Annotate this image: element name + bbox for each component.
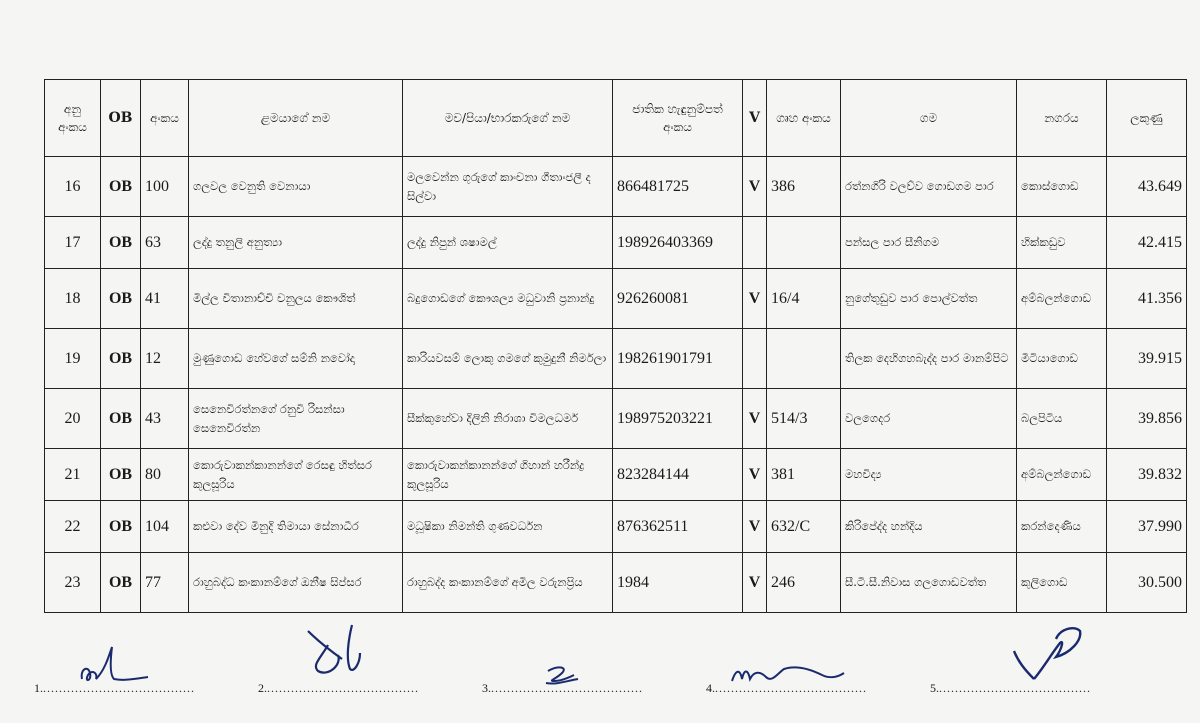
nic-cell: 823284144 (613, 449, 743, 501)
index-cell: 43 (141, 389, 189, 449)
signature-row (0, 620, 1200, 720)
col-header-village: ගම (841, 80, 1017, 157)
serial-cell: 18 (45, 269, 101, 329)
ob-cell: OB (101, 501, 141, 553)
col-header-marks: ලකුණු (1107, 80, 1187, 157)
town-cell: අම්බලන්ගොඩ (1017, 269, 1107, 329)
marks-cell: 39.915 (1107, 329, 1187, 389)
village-cell: මහවිද්‍ය (841, 449, 1017, 501)
town-cell: බලපිටිය (1017, 389, 1107, 449)
parent-name-cell: ලද්දු නිපුන් ශෂාමල් (403, 217, 613, 269)
nic-cell: 926260081 (613, 269, 743, 329)
town-cell: අම්බලන්ගොඩ (1017, 449, 1107, 501)
col-header-v: V (743, 80, 767, 157)
serial-cell: 17 (45, 217, 101, 269)
child-name-cell: ගලවල වෙනුති වෙනායා (189, 157, 403, 217)
v-cell: V (743, 269, 767, 329)
signature-number: 2. (258, 681, 267, 695)
marks-cell: 37.990 (1107, 501, 1187, 553)
parent-name-cell: බදුගොඩගේ කෞශල්‍ය මධුවානි ප්‍රනාන්දු (403, 269, 613, 329)
parent-name-cell: සීක්කුහේවා දිලිනි නිරාශා විමලධර්ම (403, 389, 613, 449)
house-no-cell: 381 (767, 449, 841, 501)
table-row (45, 553, 1187, 613)
table-row (45, 217, 1187, 269)
header-row (45, 80, 1187, 157)
serial-cell: 22 (45, 501, 101, 553)
nic-cell: 198926403369 (613, 217, 743, 269)
index-cell: 41 (141, 269, 189, 329)
v-cell: V (743, 501, 767, 553)
index-cell: 100 (141, 157, 189, 217)
town-cell: කොස්ගොඩ (1017, 157, 1107, 217)
child-name-cell: ලද්දු තනුලි අනුත්‍යා (189, 217, 403, 269)
index-cell: 12 (141, 329, 189, 389)
child-name-cell: රාහුබද්ධ කංකානම්ගේ ඔනීෂ සිප්සර (189, 553, 403, 613)
signature-line-1 (34, 681, 195, 696)
handwritten-signature-icon (74, 639, 154, 689)
parent-name-cell: කොරුවාකන්කානන්ගේ ගිහාන් හරීන්ද්‍ර කුලසූරිය (403, 449, 613, 501)
ob-cell: OB (101, 157, 141, 217)
signature-dots: ...................................... (939, 681, 1091, 695)
table-row (45, 449, 1187, 501)
house-no-cell (767, 329, 841, 389)
parent-name-cell: කාරියවසම් ලොකු ගමගේ කුමුදුනී නිර්මලා (403, 329, 613, 389)
v-cell: V (743, 449, 767, 501)
v-cell: V (743, 553, 767, 613)
col-header-child-name: ළමයාගේ නම (189, 80, 403, 157)
signature-number: 4. (706, 681, 715, 695)
results-table (44, 79, 1187, 613)
serial-cell: 19 (45, 329, 101, 389)
village-cell: නුගේතුඩුව පාර පොල්වත්ත (841, 269, 1017, 329)
ob-cell: OB (101, 553, 141, 613)
col-header-ob: OB (101, 80, 141, 157)
serial-cell: 16 (45, 157, 101, 217)
serial-cell: 23 (45, 553, 101, 613)
village-cell: වලගෙදර (841, 389, 1017, 449)
signature-dots: ...................................... (491, 681, 643, 695)
child-name-cell: කළුවා දේව මිනුදි තිමායා සේනාධීර (189, 501, 403, 553)
house-no-cell: 514/3 (767, 389, 841, 449)
marks-cell: 39.832 (1107, 449, 1187, 501)
table-row (45, 501, 1187, 553)
col-header-nic: ජාතික හැඳුනුම්පත් අංකය (613, 80, 743, 157)
marks-cell: 30.500 (1107, 553, 1187, 613)
col-header-house-no: ගෘහ අංකය (767, 80, 841, 157)
house-no-cell (767, 217, 841, 269)
village-cell: තිලක දෙහිගහබැද්ද පාර මානම්පිට (841, 329, 1017, 389)
signature-line-4 (706, 681, 867, 696)
col-header-parent-name: මව/පියා/භාරකරුගේ නම (403, 80, 613, 157)
house-no-cell: 16/4 (767, 269, 841, 329)
nic-cell: 866481725 (613, 157, 743, 217)
ob-cell: OB (101, 329, 141, 389)
table-row (45, 389, 1187, 449)
village-cell: රත්නගිරි වලව්ව ගොඩගම පාර (841, 157, 1017, 217)
signature-number: 3. (482, 681, 491, 695)
marks-cell: 41.356 (1107, 269, 1187, 329)
handwritten-signature-icon (726, 655, 856, 695)
nic-cell: 1984 (613, 553, 743, 613)
town-cell: මීටියාගොඩ (1017, 329, 1107, 389)
v-cell (743, 329, 767, 389)
marks-cell: 39.856 (1107, 389, 1187, 449)
signature-dots: ...................................... (43, 681, 195, 695)
index-cell: 77 (141, 553, 189, 613)
village-cell: සී.ටී.සී.නිවාස ගලගොඩවත්ත (841, 553, 1017, 613)
child-name-cell: කොරුවාකන්කානන්ගේ රෙසඳු හිත්සර කුලසූරිය (189, 449, 403, 501)
signature-number: 1. (34, 681, 43, 695)
serial-cell: 21 (45, 449, 101, 501)
signature-line-3 (482, 681, 643, 696)
child-name-cell: සෙනෙවිරත්නගේ රනුවි රිසන්සා සෙනෙවිරත්න (189, 389, 403, 449)
town-cell: හික්කඩුව (1017, 217, 1107, 269)
ob-cell: OB (101, 449, 141, 501)
v-cell: V (743, 389, 767, 449)
house-no-cell: 632/C (767, 501, 841, 553)
child-name-cell: මිල්ල විතානාච්චි චනුලය කෞශිත් (189, 269, 403, 329)
handwritten-signature-icon (298, 619, 378, 685)
parent-name-cell: රාහුබද්ද කංකානම්ගේ අමිල වරුනප්‍රිය (403, 553, 613, 613)
marks-cell: 43.649 (1107, 157, 1187, 217)
nic-cell: 876362511 (613, 501, 743, 553)
col-header-town: නගරය (1017, 80, 1107, 157)
table-row (45, 157, 1187, 217)
v-cell: V (743, 157, 767, 217)
ob-cell: OB (101, 389, 141, 449)
index-cell: 80 (141, 449, 189, 501)
child-name-cell: මුණුගොඩ හේවගේ සම්නි නවෝදා (189, 329, 403, 389)
v-cell (743, 217, 767, 269)
marks-cell: 42.415 (1107, 217, 1187, 269)
serial-cell: 20 (45, 389, 101, 449)
table-row (45, 329, 1187, 389)
handwritten-signature-icon (1000, 617, 1100, 687)
nic-cell: 198975203221 (613, 389, 743, 449)
village-cell: කිරිපේද්ද හන්දිය (841, 501, 1017, 553)
signature-line-2 (258, 681, 419, 696)
signature-dots: ...................................... (267, 681, 419, 695)
parent-name-cell: මලවෙන්න ගුරුගේ කාංචනා ගීතාංජලී ද සිල්වා (403, 157, 613, 217)
table-row (45, 269, 1187, 329)
ob-cell: OB (101, 269, 141, 329)
handwritten-signature-icon (538, 659, 598, 689)
ob-cell: OB (101, 217, 141, 269)
town-cell: කුලිගොඩ (1017, 553, 1107, 613)
col-header-index: අංකය (141, 80, 189, 157)
house-no-cell: 386 (767, 157, 841, 217)
index-cell: 63 (141, 217, 189, 269)
village-cell: පන්සල පාර සීනිගම (841, 217, 1017, 269)
index-cell: 104 (141, 501, 189, 553)
house-no-cell: 246 (767, 553, 841, 613)
signature-dots: ...................................... (715, 681, 867, 695)
parent-name-cell: මධූෂිකා නිමන්ති ගුණවර්ධන (403, 501, 613, 553)
signature-line-5 (930, 681, 1091, 696)
signature-number: 5. (930, 681, 939, 695)
col-header-serial: අනු අංකය (45, 80, 101, 157)
town-cell: කරන්දෙණිය (1017, 501, 1107, 553)
nic-cell: 198261901791 (613, 329, 743, 389)
